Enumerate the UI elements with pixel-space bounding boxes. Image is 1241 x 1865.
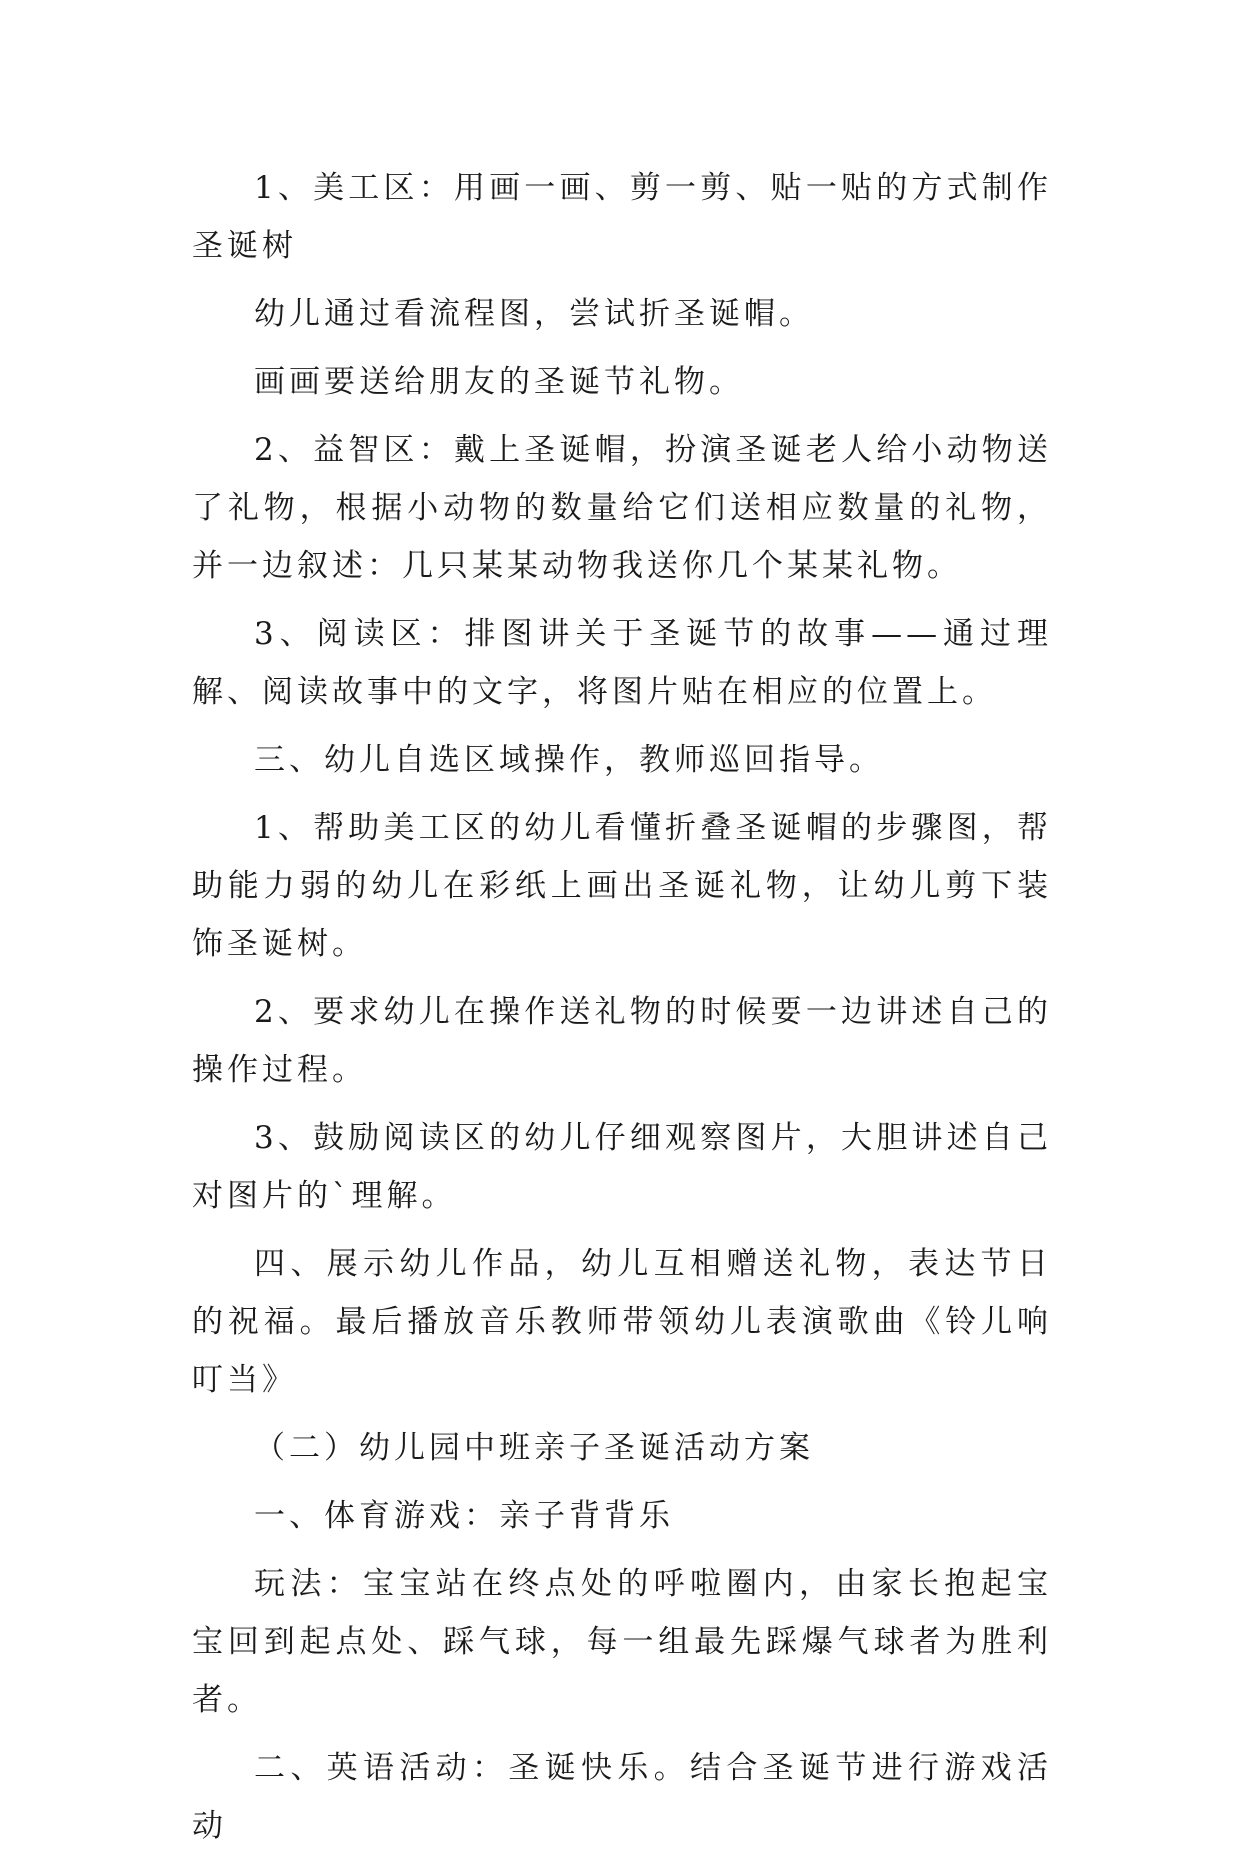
document-body xyxy=(192,159,1052,1865)
section-heading: （二）幼儿园中班亲子圣诞活动方案 xyxy=(254,1430,814,1466)
paragraph: 3、阅读区：排图讲关于圣诞节的故事——通过理解、阅读故事中的文字，将图片贴在相应的位置上。 xyxy=(192,616,1052,710)
paragraph: 3、鼓励阅读区的幼儿仔细观察图片，大胆讲述自己对图片的`理解。 xyxy=(192,1120,1052,1214)
paragraph: 四、展示幼儿作品，幼儿互相赠送礼物，表达节日的祝福。最后播放音乐教师带领幼儿表演歌曲《铃儿响叮当》 xyxy=(192,1246,1052,1398)
paragraph: 幼儿通过看流程图，尝试折圣诞帽。 xyxy=(254,296,814,332)
paragraph: 一、体育游戏：亲子背背乐 xyxy=(254,1498,674,1534)
paragraph: 2、益智区：戴上圣诞帽，扮演圣诞老人给小动物送了礼物，根据小动物的数量给它们送相应数量的礼物，并一边叙述：几只某某动物我送你几个某某礼物。 xyxy=(192,432,1052,584)
paragraph: 2、要求幼儿在操作送礼物的时候要一边讲述自己的操作过程。 xyxy=(192,994,1052,1088)
paragraph: 画画要送给朋友的圣诞节礼物。 xyxy=(254,364,744,400)
paragraph: 1、帮助美工区的幼儿看懂折叠圣诞帽的步骤图，帮助能力弱的幼儿在彩纸上画出圣诞礼物，让幼儿剪下装饰圣诞树。 xyxy=(192,810,1052,962)
paragraph: 1、美工区：用画一画、剪一剪、贴一贴的方式制作圣诞树 xyxy=(192,170,1052,264)
paragraph: 二、英语活动：圣诞快乐。结合圣诞节进行游戏活动 xyxy=(192,1750,1052,1844)
paragraph: 三、幼儿自选区域操作，教师巡回指导。 xyxy=(254,742,884,778)
paragraph: 玩法：宝宝站在终点处的呼啦圈内，由家长抱起宝宝回到起点处、踩气球，每一组最先踩爆气球者为胜利者。 xyxy=(192,1566,1052,1718)
